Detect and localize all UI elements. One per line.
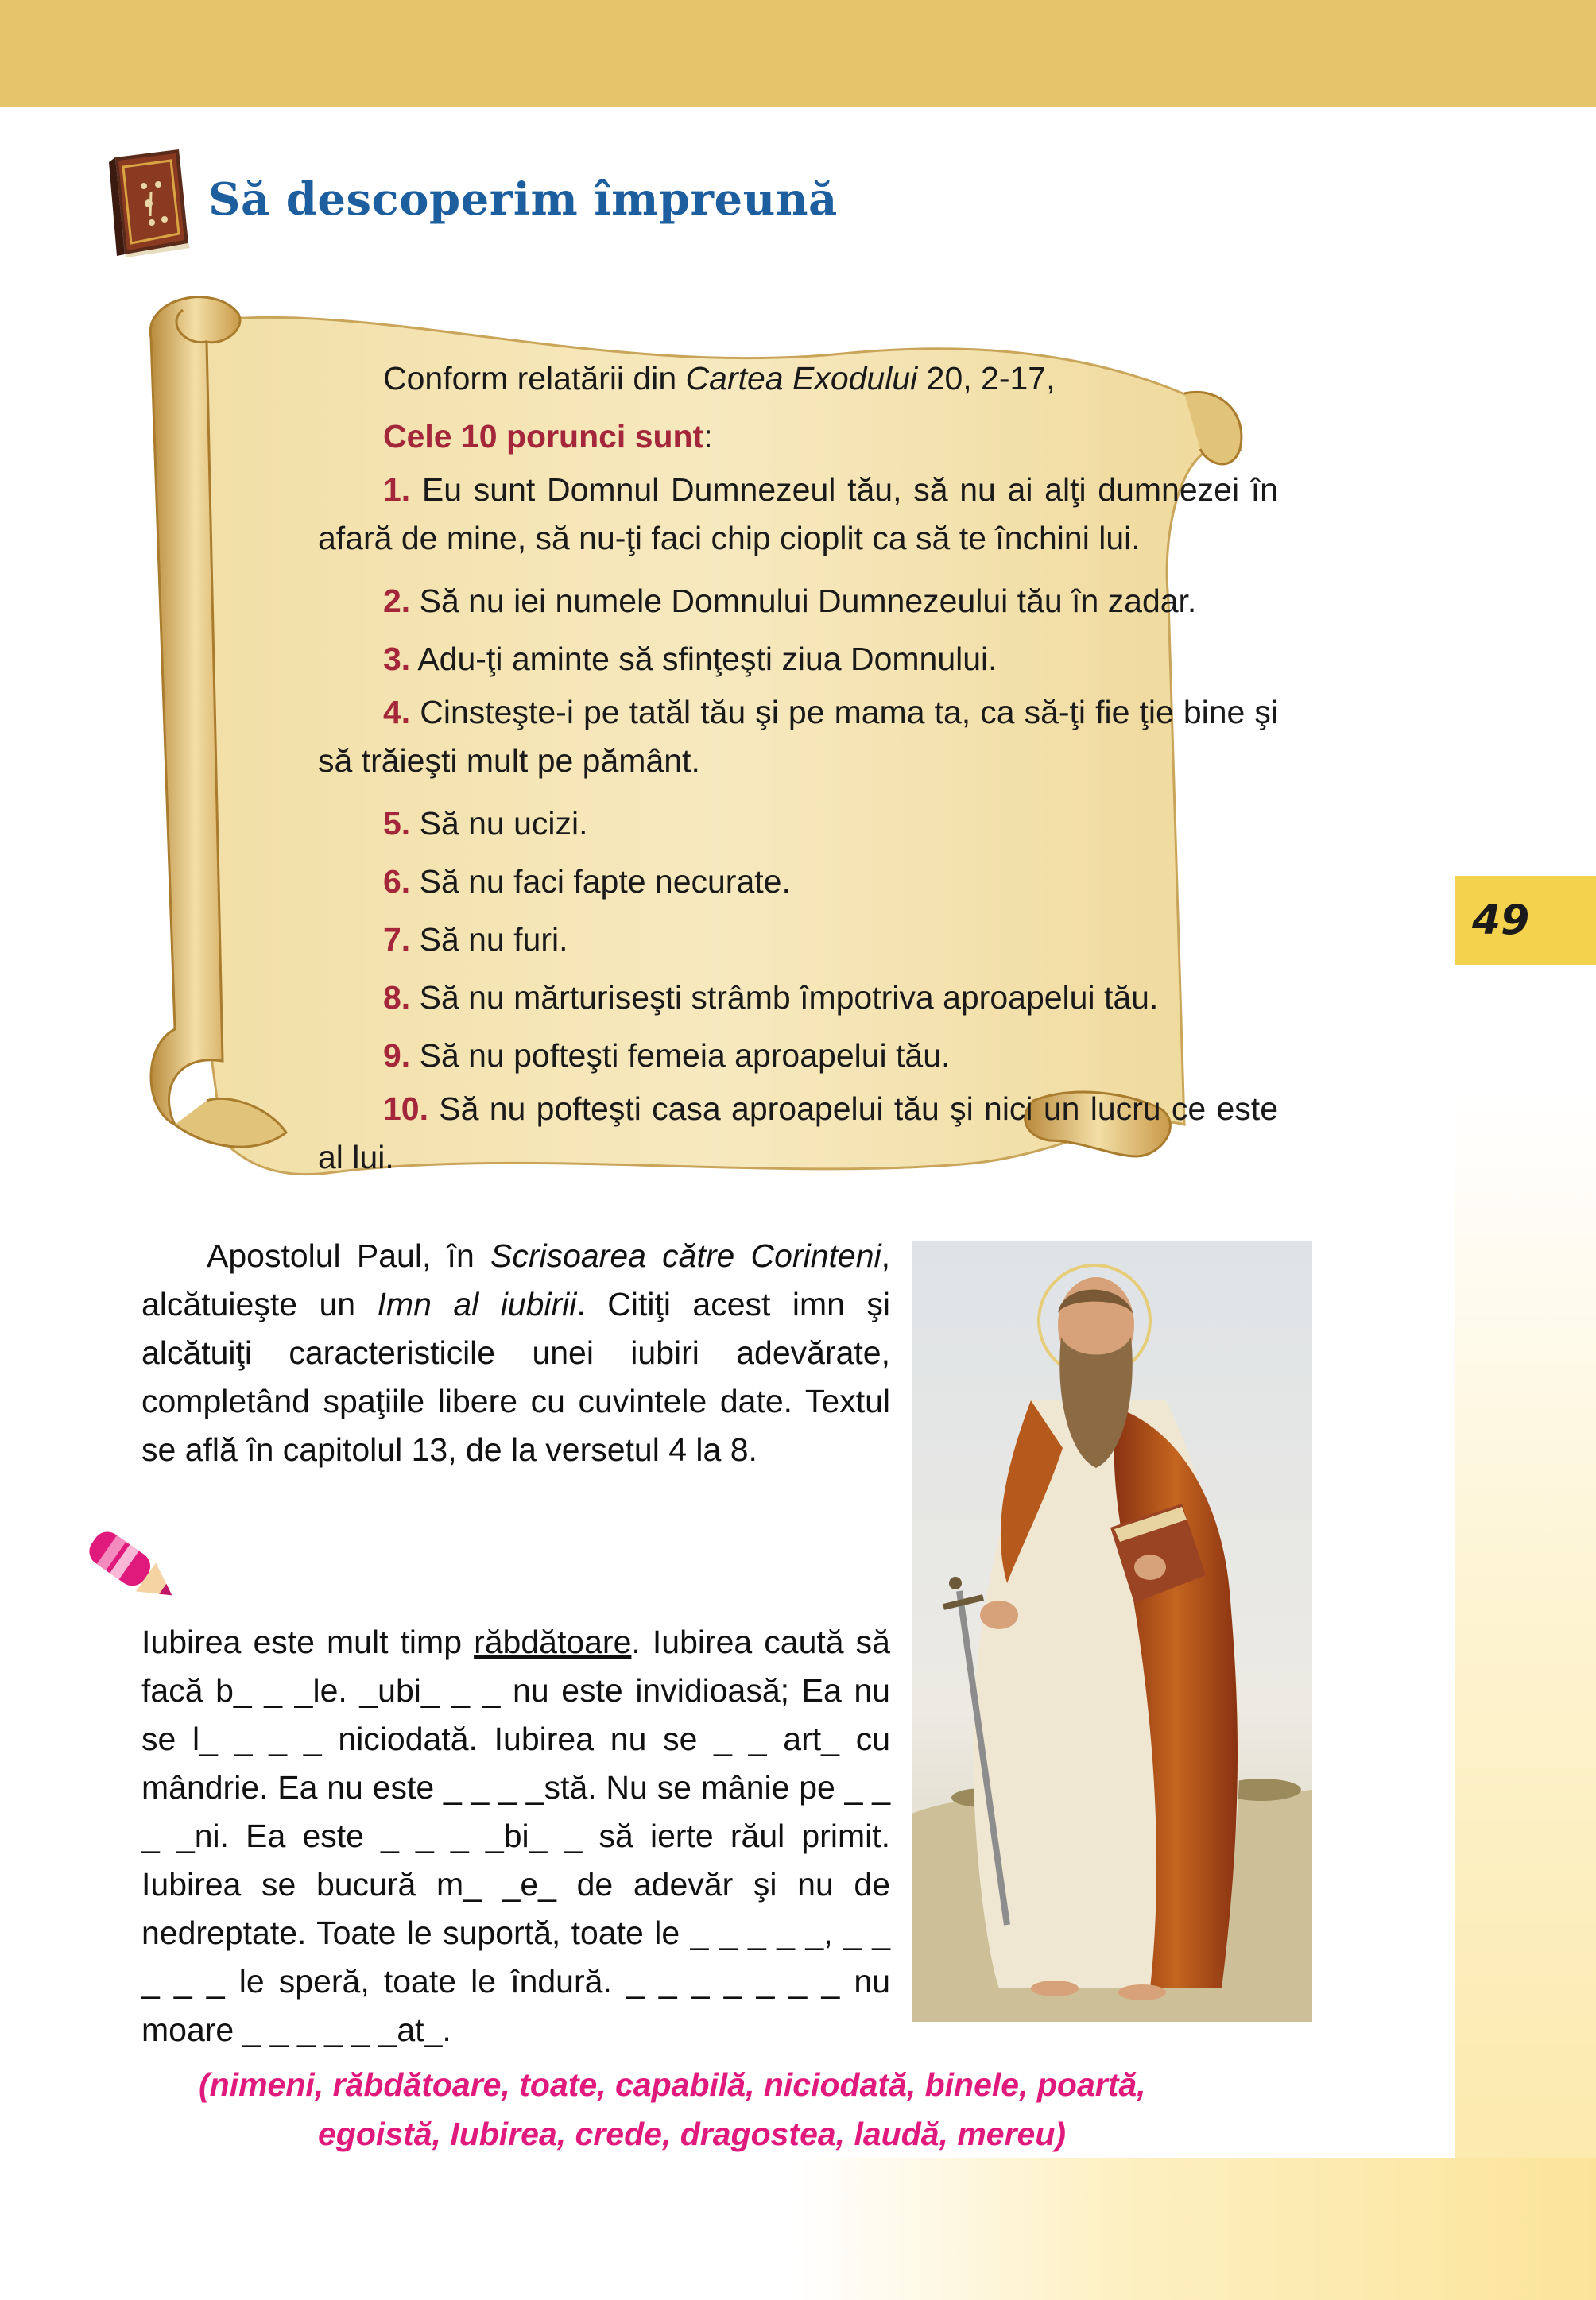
commandment-item: 2. Să nu iei numele Domnului Dumnezeului tău în zadar. xyxy=(383,583,1197,619)
instruction-paragraph: Apostolul Paul, în Scrisoarea către Corinteni, alcătuieşte un Imn al iubirii. Citiţi acest imn şi alcătuiţi caracteristicile unei iubiri adevărate, completând spaţiile libere cu cuvintele date. Textul se află în capitolul 13, de la versetul 4 la 8. xyxy=(141,1237,891,1468)
commandment-item: 8. Să nu mărturiseşti strâmb împotriva aproapelui tău. xyxy=(383,979,1159,1016)
bottom-gradient-band xyxy=(795,2158,1596,2300)
page-number: 49 xyxy=(1472,896,1530,944)
commandment-item: 4. Cinsteşte-i pe tatăl tău şi pe mama ta, ca să-ţi fie ţie bine şi să trăieşti mult pe pământ. xyxy=(318,694,1278,779)
commandments-heading: Cele 10 porunci sunt: xyxy=(383,418,713,455)
commandment-item: 1. Eu sunt Domnul Dumnezeul tău, să nu ai alţi dumnezei în afară de mine, să nu-ţi faci chip cioplit ca să te închini lui. xyxy=(318,471,1278,556)
commandment-item: 10. Să nu pofteşti casa aproapelui tău şi nici un lucru ce este al lui. xyxy=(318,1090,1278,1175)
word-bank: (nimeni, răbdătoare, toate, capabilă, niciodată, binele, poartă, egoistă, Iubirea, crede, dragostea, laudă, mereu) xyxy=(199,2066,1146,2152)
scroll-intro: Conform relatării din Cartea Exodului 20, 2-17, xyxy=(383,360,1056,397)
book-icon xyxy=(106,146,193,257)
pencil-icon xyxy=(70,1510,189,1621)
fill-in-exercise: Iubirea este mult timp răbdătoare. Iubirea caută să facă b_ _ _le. _ubi_ _ _ nu este invidioasă; Ea nu se l_ _ _ _ niciodată. Iubirea nu se _ _ art_ cu mândrie. Ea nu este _ _ _ _stă. Nu se mânie pe _ _ _ _ni. Ea este _ _ _ _bi_ _ să ierte răul primit. Iubirea se bucură m_ _e_ de adevăr şi nu de nedreptate. Toate le suportă, toate le _ _ _ _ _, _ _ _ _ _ le speră, toate le îndură. _ _ _ _ _ _ _ nu moare _ _ _ _ _ _at_. xyxy=(141,1624,890,2048)
commandment-item: 6. Să nu faci fapte necurate. xyxy=(383,863,791,900)
commandment-item: 5. Să nu ucizi. xyxy=(383,805,588,842)
commandment-item: 7. Să nu furi. xyxy=(383,921,568,958)
commandment-item: 3. Adu-ţi aminte să sfinţeşti ziua Domnului. xyxy=(383,641,998,677)
top-band xyxy=(0,0,1596,107)
example-answer: răbdătoare xyxy=(474,1624,632,1660)
saint-paul-image xyxy=(912,1241,1312,2022)
commandments-text xyxy=(318,350,1278,1182)
right-margin-strip xyxy=(1455,107,1596,2300)
commandment-item: 9. Să nu pofteşti femeia aproapelui tău. xyxy=(383,1037,951,1074)
section-title: Să descoperim împreună xyxy=(208,173,838,226)
